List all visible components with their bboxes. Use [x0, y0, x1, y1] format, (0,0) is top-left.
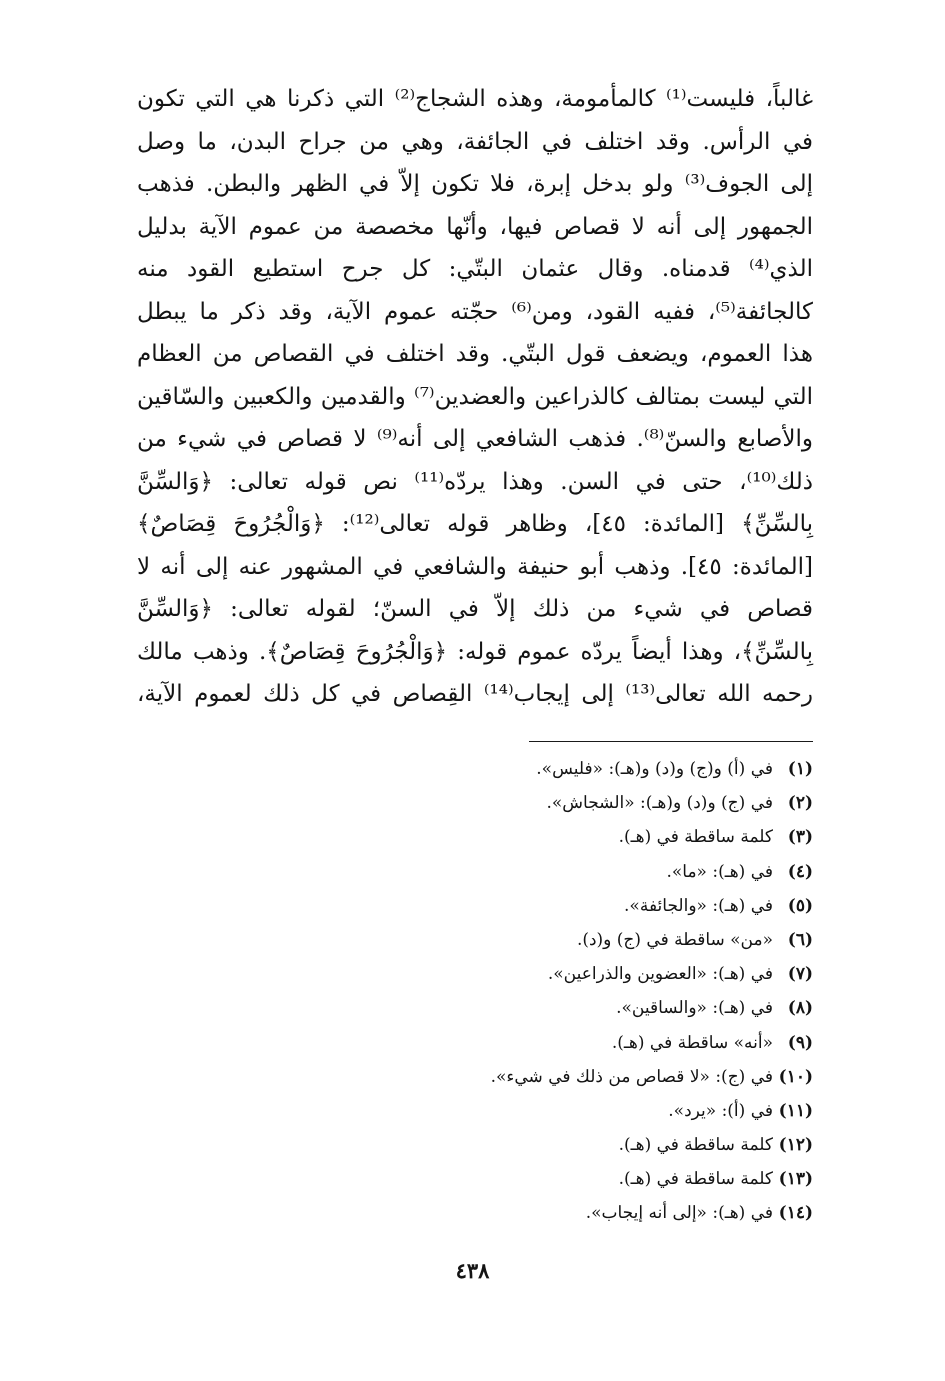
- footnote: [137, 786, 813, 820]
- footnote-number: (١٤): [778, 1203, 813, 1224]
- footnote-text: «من» ساقطة في (ج) و(د).: [576, 929, 773, 950]
- footnote-text: كلمة ساقطة في (هـ).: [618, 1135, 773, 1156]
- main-text-block: [137, 78, 813, 716]
- footnote-text: في (هـ): «ما».: [666, 861, 773, 882]
- text-line: إلى الجوف⁽³⁾ ولو بدخل إبرة، فلا تكون إلاّ في الظهر والبطن. فذهب: [137, 171, 814, 197]
- text-line: بِالسِّنِّ﴾، وهذا أيضاً يردّه عموم قوله: ﴿وَالْجُرُوحَ قِصَاصٌ﴾. وذهب مالك: [137, 638, 813, 665]
- footnote-text: «أنه» ساقطة في (هـ).: [611, 1032, 773, 1053]
- text-line: كالجائفة⁽⁵⁾، ففيه القود، ومن⁽⁶⁾ حجّته عموم الآية، وقد ذكر ما يبطل: [137, 298, 813, 325]
- footnote-separator: [529, 741, 813, 742]
- footnote-number: (٤): [787, 861, 813, 882]
- footnote-number: (٢): [787, 793, 813, 814]
- footnote: [137, 1196, 813, 1230]
- footnote-text: في (هـ): «العضوين والذراعين».: [547, 964, 773, 985]
- footnote-text: في (هـ): «إلى أنه إيجاب».: [585, 1203, 773, 1224]
- footnote: [137, 957, 813, 991]
- footnote-number: (٨): [787, 998, 813, 1019]
- text-line: غالباً، فليست⁽¹⁾ كالمأمومة، وهذه الشجاج⁽²⁾ التي ذكرنا هي التي تكون: [137, 86, 813, 112]
- footnote-text: في (هـ): «والجائفة».: [624, 895, 773, 916]
- footnote-number: (١٢): [778, 1135, 813, 1156]
- footnote-text: كلمة ساقطة في (هـ).: [618, 1169, 773, 1190]
- footnote: [137, 855, 813, 889]
- text-line: ذلك⁽¹⁰⁾، حتى في السن. وهذا يردّه⁽¹¹⁾ نص قوله تعالى: ﴿وَالسِّنَّ: [137, 468, 813, 495]
- footnote-number: (١): [787, 759, 813, 779]
- footnote-number: (١٣): [778, 1169, 813, 1190]
- footnote-number: (١١): [778, 1100, 813, 1121]
- text-line: الذي⁽⁴⁾ قدمناه. وقال عثمان البتّي: كل جرح استطيع القود منه: [137, 256, 813, 282]
- text-line: في الرأس. وقد اختلف في الجائفة، وهي من جراح البدن، ما وصل: [137, 128, 813, 155]
- footnote: [137, 752, 813, 786]
- footnote: [137, 1128, 813, 1162]
- footnote-text: كلمة ساقطة في (هـ).: [618, 827, 773, 848]
- footnote: [137, 991, 813, 1025]
- text-line: بِالسِّنِّ﴾ [المائدة: ٤٥]، وظاهر قوله تعالى⁽¹²⁾: ﴿وَالْجُرُوحَ قِصَاصٌ﴾: [137, 511, 813, 537]
- page-number: ٤٣٨: [455, 1258, 490, 1283]
- footnote: [137, 1094, 813, 1128]
- footnotes-block: [137, 752, 813, 1231]
- footnote-number: (٧): [787, 964, 813, 985]
- text-line: رحمه الله تعالى⁽¹³⁾ إلى إيجاب⁽¹⁴⁾ القِصاص في كل ذلك لعموم الآية،: [137, 681, 813, 707]
- text-line: قصاص في شيء من ذلك إلاّ في السنّ؛ لقوله تعالى: ﴿وَالسِّنَّ: [137, 596, 813, 622]
- footnote-number: (٣): [787, 827, 813, 848]
- footnote-number: (١٠): [778, 1066, 813, 1087]
- footnote-text: في (هـ): «والساقين».: [616, 998, 773, 1019]
- footnote: [137, 820, 813, 854]
- text-line: [المائدة: ٤٥]. وذهب أبو حنيفة والشافعي في المشهور عنه إلى أنه لا: [137, 553, 813, 580]
- footnote-text: في (ج) و(د) و(هـ): «الشجاش».: [546, 793, 773, 814]
- footnote: [137, 1162, 813, 1196]
- footnote-number: (٦): [787, 929, 813, 950]
- footnote: [137, 889, 813, 923]
- text-line: الجمهور إلى أنه لا قصاص فيها، وأنّها مخصصة من عموم الآية بدليل: [137, 213, 813, 240]
- footnote: [137, 1026, 813, 1060]
- footnote-text: في (أ): «يرد».: [668, 1100, 773, 1121]
- text-line: هذا العموم، ويضعف قول البتّي. وقد اختلف في القصاص من العظام: [137, 341, 813, 367]
- footnote: [137, 1060, 813, 1094]
- footnote-number: (٩): [787, 1032, 813, 1053]
- text-line: التي ليست بمتالف كالذراعين والعضدين⁽⁷⁾ والقدمين والكعبين والسّاقين: [137, 383, 814, 410]
- footnote-text: في (أ) و(ج) و(د) و(هـ): «فليس».: [536, 759, 773, 779]
- text-line: والأصابع والسنّ⁽⁸⁾. فذهب الشافعي إلى أنه⁽⁹⁾ لا قصاص في شيء من: [137, 426, 813, 452]
- footnote-text: في (ج): «لا قصاص من ذلك في شيء».: [490, 1066, 773, 1087]
- footnote: [137, 923, 813, 957]
- footnote-number: (٥): [787, 895, 813, 916]
